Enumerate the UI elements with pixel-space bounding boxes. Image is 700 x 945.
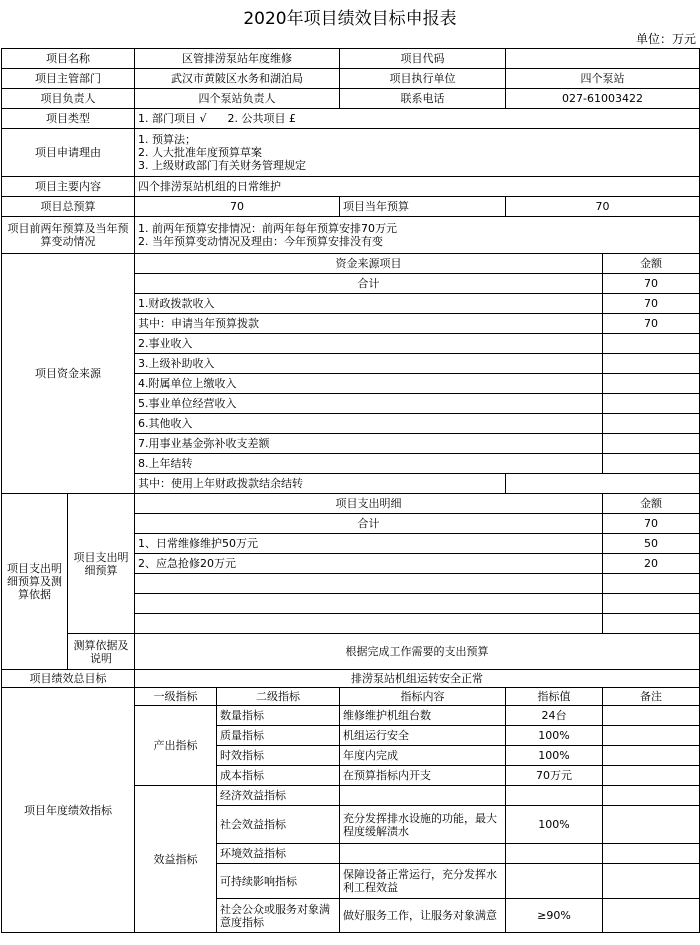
indicator-content: 在预算指标内开支 (340, 766, 506, 786)
total-budget-label: 项目总预算 (2, 197, 135, 217)
dept-label: 项目主管部门 (2, 69, 135, 89)
second-indicator: 可持续影响指标 (217, 864, 340, 899)
funding-amount (603, 354, 700, 374)
funding-item: 合计 (135, 274, 603, 294)
indicator-header: 指标内容 (340, 688, 506, 706)
page-title: 2020年项目绩效目标申报表 (243, 9, 457, 29)
second-indicator: 时效指标 (217, 746, 340, 766)
second-indicator: 社会公众或服务对象满意度指标 (217, 899, 340, 933)
goal-label: 项目绩效总目标 (2, 670, 135, 688)
second-indicator: 环境效益指标 (217, 844, 340, 864)
reason-line: 3. 上级财政部门有关财务管理规定 (138, 159, 306, 172)
reason-label: 项目申请理由 (2, 129, 135, 177)
expense-amount: 70 (603, 514, 700, 534)
indicator-note (603, 844, 700, 864)
indicator-note (603, 706, 700, 726)
indicator-value: ≥90% (506, 899, 603, 933)
goal-value: 排涝泵站机组运转安全正常 (135, 670, 700, 688)
funding-item: 8.上年结转 (135, 454, 603, 474)
content-value: 四个排涝泵站机组的日常维护 (135, 177, 700, 197)
funding-item: 其中：申请当年预算拨款 (135, 314, 603, 334)
budget-change-label: 项目前两年预算及当年预算变动情况 (2, 217, 135, 254)
leader-label: 项目负责人 (2, 89, 135, 109)
expense-amount (603, 614, 700, 634)
expense-item: 2、应急抢修20万元 (135, 554, 603, 574)
expense-amount (603, 574, 700, 594)
indicator-content: 维修维护机组台数 (340, 706, 506, 726)
second-indicator: 数量指标 (217, 706, 340, 726)
change-line: 2. 当年预算变动情况及理由：今年预算安排没有变 (138, 235, 383, 248)
current-budget-label: 项目当年预算 (340, 197, 506, 217)
indicator-content: 保障设备正常运行，充分发挥水利工程效益 (340, 864, 506, 899)
current-budget-value: 70 (506, 197, 700, 217)
indicator-header: 指标值 (506, 688, 603, 706)
second-indicator: 成本指标 (217, 766, 340, 786)
indicator-content (340, 844, 506, 864)
expense-item (135, 614, 603, 634)
indicator-value: 100% (506, 726, 603, 746)
funding-item: 其中：使用上年财政拨款结余结转 (135, 474, 506, 494)
funding-amount: 70 (603, 294, 700, 314)
funding-header-amount: 金额 (603, 254, 700, 274)
indicator-note (603, 806, 700, 844)
indicator-value: 70万元 (506, 766, 603, 786)
funding-item: 6.其他收入 (135, 414, 603, 434)
indicator-content: 机组运行安全 (340, 726, 506, 746)
second-indicator: 经济效益指标 (217, 786, 340, 806)
unit-label: 单位：万元 (635, 32, 696, 46)
exec-unit-value: 四个泵站 (506, 69, 700, 89)
funding-amount: 70 (603, 274, 700, 294)
output-indicator-label: 产出指标 (135, 706, 217, 786)
reason-line: 2. 人大批准年度预算草案 (138, 146, 262, 159)
phone-value: 027-61003422 (506, 89, 700, 109)
indicator-value: 100% (506, 746, 603, 766)
basis-label: 测算依据及说明 (68, 634, 135, 670)
expense-amount: 20 (603, 554, 700, 574)
indicator-content: 做好服务工作，让服务对象满意 (340, 899, 506, 933)
indicator-value: 100% (506, 806, 603, 844)
leader-value: 四个泵站负责人 (135, 89, 340, 109)
indicator-note (603, 726, 700, 746)
indicator-note (603, 786, 700, 806)
expense-item (135, 574, 603, 594)
funding-amount: 70 (603, 314, 700, 334)
funding-amount (603, 394, 700, 414)
phone-label: 联系电话 (340, 89, 506, 109)
indicator-note (603, 766, 700, 786)
budget-change-value (135, 217, 700, 254)
funding-item: 2.事业收入 (135, 334, 603, 354)
project-code-value (506, 49, 700, 69)
exec-unit-label: 项目执行单位 (340, 69, 506, 89)
funding-amount (603, 334, 700, 354)
indicator-value (506, 844, 603, 864)
total-budget-value: 70 (135, 197, 340, 217)
change-line: 1. 前两年预算安排情况：前两年每年预算安排70万元 (138, 222, 397, 235)
expense-header-amount: 金额 (603, 494, 700, 514)
content-label: 项目主要内容 (2, 177, 135, 197)
basis-value: 根据完成工作需要的支出预算 (135, 634, 700, 670)
expense-inner-label: 项目支出明细预算 (68, 494, 135, 634)
expense-item: 1、日常维修维护50万元 (135, 534, 603, 554)
indicator-header: 备注 (603, 688, 700, 706)
expense-amount (603, 594, 700, 614)
funding-item: 7.用事业基金弥补收支差额 (135, 434, 603, 454)
funding-item: 4.附属单位上缴收入 (135, 374, 603, 394)
benefit-indicator-label: 效益指标 (135, 786, 217, 933)
indicator-note (603, 864, 700, 899)
funding-amount (603, 374, 700, 394)
second-indicator: 社会效益指标 (217, 806, 340, 844)
funding-amount (603, 434, 700, 454)
funding-item: 3.上级补助收入 (135, 354, 603, 374)
second-indicator: 质量指标 (217, 726, 340, 746)
project-name-value: 区管排涝泵站年度维修 (135, 49, 340, 69)
funding-item: 1.财政拨款收入 (135, 294, 603, 314)
expense-header-item: 项目支出明细 (135, 494, 603, 514)
indicator-value (506, 786, 603, 806)
indicator-content (340, 786, 506, 806)
expense-item (135, 594, 603, 614)
project-type-label: 项目类型 (2, 109, 135, 129)
funding-amount (603, 454, 700, 474)
indicator-content: 充分发挥排水设施的功能，最大程度缓解渍水 (340, 806, 506, 844)
funding-amount (603, 414, 700, 434)
project-code-label: 项目代码 (340, 49, 506, 69)
funding-amount (506, 474, 700, 494)
expense-item: 合计 (135, 514, 603, 534)
indicator-note (603, 746, 700, 766)
expense-amount: 50 (603, 534, 700, 554)
expense-outer-label: 项目支出明细预算及测算依据 (2, 494, 68, 670)
indicator-header: 一级指标 (135, 688, 217, 706)
project-name-label: 项目名称 (2, 49, 135, 69)
reason-value (135, 129, 700, 177)
dept-value: 武汉市黄陂区水务和湖泊局 (135, 69, 340, 89)
performance-form-table (1, 48, 700, 933)
indicator-note (603, 899, 700, 933)
indicator-value: 24台 (506, 706, 603, 726)
funding-source-label: 项目资金来源 (2, 254, 135, 494)
indicators-label: 项目年度绩效指标 (2, 688, 135, 933)
indicator-content: 年度内完成 (340, 746, 506, 766)
reason-line: 1. 预算法； (138, 133, 196, 146)
project-type-value: 1. 部门项目 √ 2. 公共项目 £ (135, 109, 700, 129)
funding-item: 5.事业单位经营收入 (135, 394, 603, 414)
indicator-value (506, 864, 603, 899)
indicator-header: 二级指标 (217, 688, 340, 706)
funding-header-item: 资金来源项目 (135, 254, 603, 274)
